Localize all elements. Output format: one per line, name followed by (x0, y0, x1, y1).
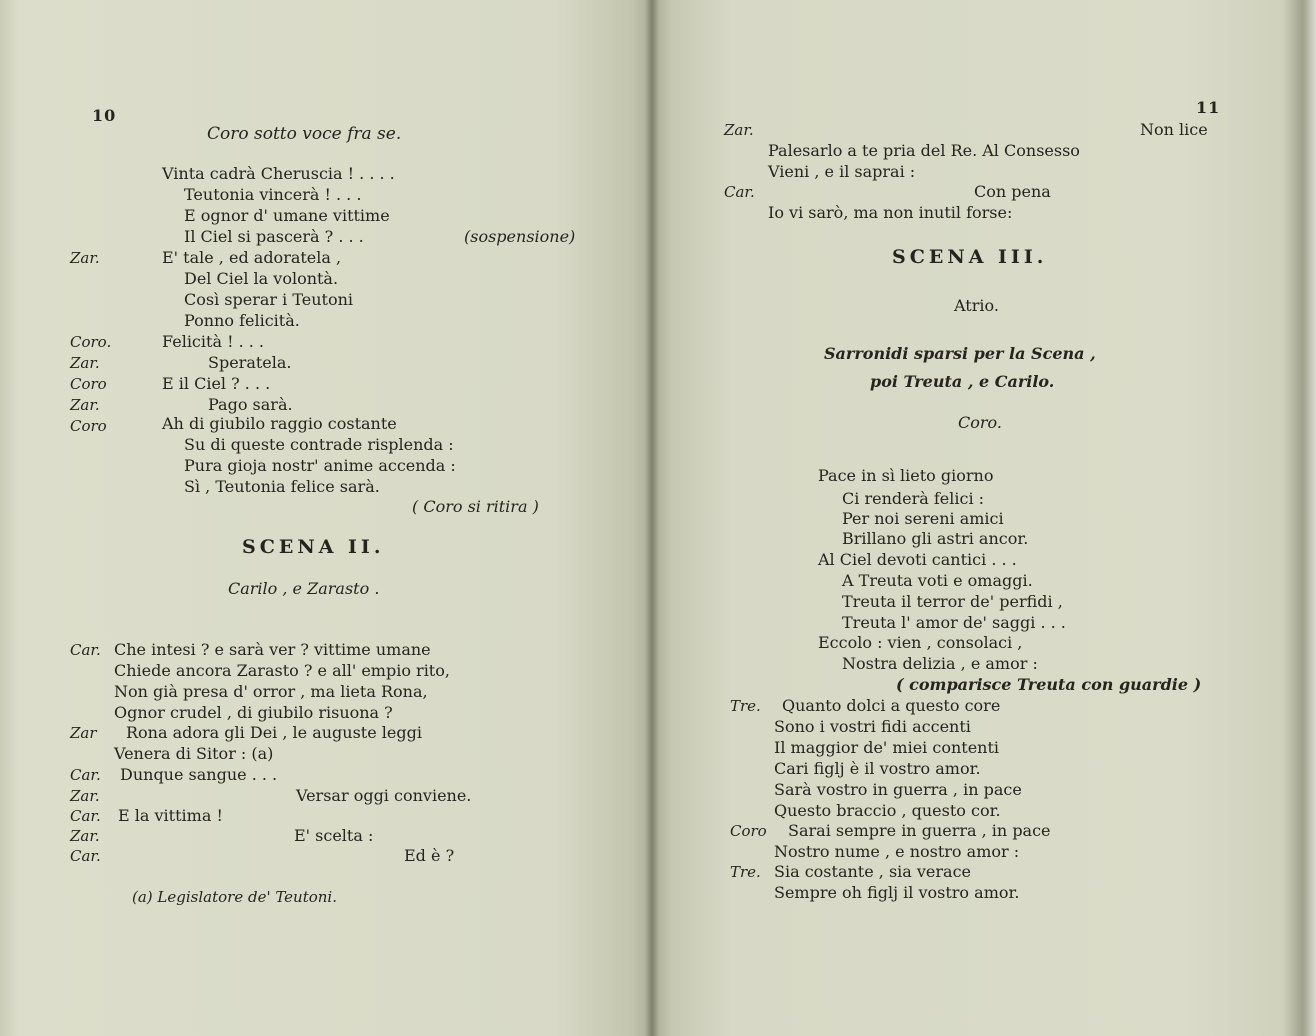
book-gutter (645, 0, 659, 1036)
speaker-label: Car. (70, 847, 101, 865)
coro-heading: Coro sotto voce fra se. (207, 124, 402, 144)
dialogue-line: Non lice (1140, 120, 1208, 139)
dialogue-line: Cari figlj è il vostro amor. (774, 759, 981, 778)
footnote: (a) Legislatore de' Teutoni. (132, 888, 337, 906)
dialogue-line: Questo braccio , questo cor. (774, 801, 1001, 820)
dialogue-line: Il maggior de' miei contenti (774, 738, 1000, 757)
scena-characters: Carilo , e Zarasto . (228, 579, 380, 598)
speaker-label: Coro (730, 822, 767, 840)
dialogue-line: Rona adora gli Dei , le auguste leggi (126, 723, 422, 742)
dialogue-line: Chiede ancora Zarasto ? e all' empio rito, (114, 661, 450, 680)
scena-heading: SCENA II. (242, 536, 385, 558)
dialogue-line: Sempre oh figlj il vostro amor. (774, 883, 1020, 902)
dialogue-line: Non già presa d' orror , ma lieta Rona, (114, 682, 428, 701)
dialogue-line: Ah di giubilo raggio costante (162, 414, 397, 433)
dialogue-line: Sì , Teutonia felice sarà. (184, 477, 380, 496)
dialogue-line: Sarai sempre in guerra , in pace (788, 821, 1051, 840)
left-page (0, 0, 652, 1036)
dialogue-line: Sarà vostro in guerra , in pace (774, 780, 1022, 799)
dialogue-line: Su di queste contrade risplenda : (184, 435, 454, 454)
speaker-label: Car. (70, 766, 101, 784)
stage-direction: (sospensione) (464, 227, 576, 246)
dialogue-line: Sia costante , sia verace (774, 862, 972, 881)
dialogue-line: Sono i vostri fidi accenti (774, 717, 971, 736)
dialogue-line: E il Ciel ? . . . (162, 374, 271, 393)
verse-line: E ognor d' umane vittime (184, 206, 390, 225)
dialogue-line: Del Ciel la volontà. (184, 269, 339, 288)
dialogue-line: Felicità ! . . . (162, 332, 265, 351)
speaker-label: Coro. (70, 333, 112, 351)
scena-heading: SCENA III. (892, 246, 1048, 268)
dialogue-line: Ed è ? (404, 846, 455, 865)
dialogue-line: Io vi sarò, ma non inutil forse: (768, 203, 1013, 222)
dialogue-line: Palesarlo a te pria del Re. Al Consesso (768, 141, 1080, 160)
speaker-label: Car. (70, 641, 101, 659)
stage-direction: ( comparisce Treuta con guardie ) (896, 675, 1202, 694)
chorus-line: Treuta l' amor de' saggi . . . (842, 613, 1066, 632)
chorus-line: Ci renderà felici : (842, 489, 985, 508)
dialogue-line: Nostro nume , e nostro amor : (774, 842, 1020, 861)
speaker-label: Zar. (70, 396, 100, 414)
chorus-line: Per noi sereni amici (842, 509, 1004, 528)
speaker-label: Tre. (730, 697, 761, 715)
speaker-label: Car. (70, 807, 101, 825)
dialogue-line: Venera di Sitor : (a) (114, 744, 274, 763)
speaker-label: Zar. (70, 827, 100, 845)
verse-line: Il Ciel si pascerà ? . . . (184, 227, 364, 246)
dialogue-line: Quanto dolci a questo core (782, 696, 1001, 715)
coro-label: Coro. (958, 413, 1002, 432)
chorus-line: A Treuta voti e omaggi. (842, 571, 1033, 590)
dialogue-line: E' tale , ed adoratela , (162, 248, 342, 267)
dialogue-line: Ognor crudel , di giubilo risuona ? (114, 703, 393, 722)
page-number: 11 (1196, 98, 1221, 117)
dialogue-line: Con pena (974, 182, 1051, 201)
dialogue-line: Dunque sangue . . . (120, 765, 278, 784)
speaker-label: Tre. (730, 863, 761, 881)
right-page (652, 0, 1316, 1036)
dialogue-line: Che intesi ? e sarà ver ? vittime umane (114, 640, 431, 659)
dialogue-line: Speratela. (208, 353, 292, 372)
speaker-label: Zar (70, 724, 97, 742)
chorus-line: Brillano gli astri ancor. (842, 529, 1029, 548)
dialogue-line: Versar oggi conviene. (296, 786, 472, 805)
speaker-label: Coro (70, 375, 107, 393)
chorus-line: Al Ciel devoti cantici . . . (818, 550, 1017, 569)
dialogue-line: Ponno felicità. (184, 311, 300, 330)
chorus-line: Pace in sì lieto giorno (818, 466, 994, 485)
dialogue-line: E la vittima ! (118, 806, 223, 825)
dialogue-line: Così sperar i Teutoni (184, 290, 354, 309)
chorus-line: Eccolo : vien , consolaci , (818, 633, 1023, 652)
page-number: 10 (92, 106, 117, 125)
verse-line: Teutonia vincerà ! . . . (184, 185, 362, 204)
speaker-label: Coro (70, 417, 107, 435)
dialogue-line: Pura gioja nostr' anime accenda : (184, 456, 456, 475)
stage-direction: poi Treuta , e Carilo. (870, 372, 1055, 391)
speaker-label: Car. (724, 183, 755, 201)
speaker-label: Zar. (70, 249, 100, 267)
stage-direction: Sarronidi sparsi per la Scena , (824, 344, 1096, 363)
chorus-line: Treuta il terror de' perfidi , (842, 592, 1063, 611)
chorus-line: Nostra delizia , e amor : (842, 654, 1038, 673)
dialogue-line: Vieni , e il saprai : (768, 162, 916, 181)
scene-setting: Atrio. (954, 296, 999, 315)
speaker-label: Zar. (70, 787, 100, 805)
stage-direction: ( Coro si ritira ) (412, 497, 539, 516)
verse-line: Vinta cadrà Cheruscia ! . . . . (162, 164, 395, 183)
speaker-label: Zar. (70, 354, 100, 372)
speaker-label: Zar. (724, 121, 754, 139)
dialogue-line: Pago sarà. (208, 395, 293, 414)
dialogue-line: E' scelta : (294, 826, 374, 845)
